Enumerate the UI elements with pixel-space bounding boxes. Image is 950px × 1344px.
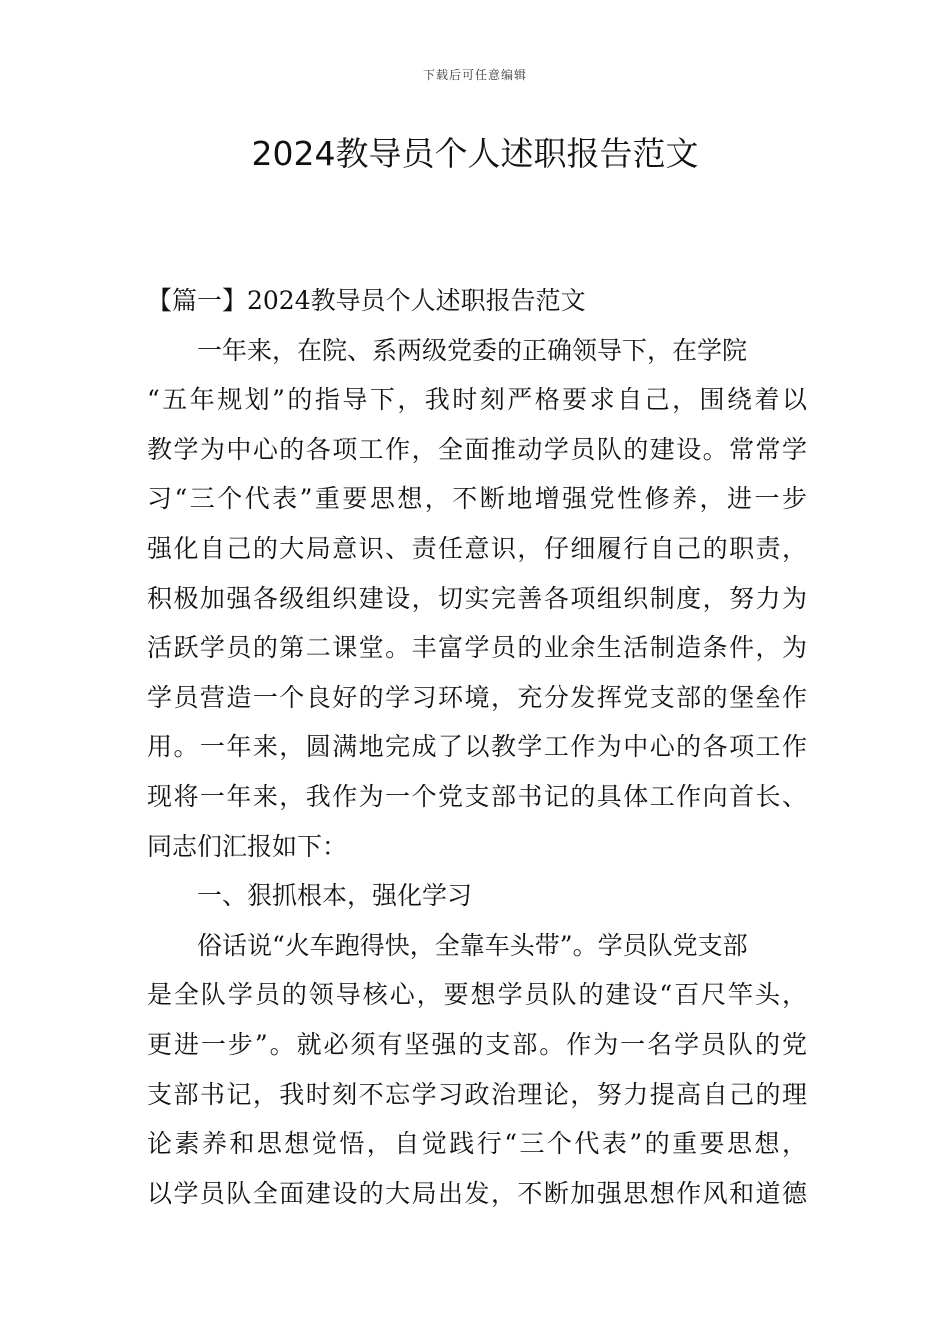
document-title: 2024教导员个人述职报告范文 — [251, 134, 699, 173]
document-body — [147, 276, 807, 1218]
section-heading: 【篇一】2024教导员个人述职报告范文 — [147, 286, 586, 315]
paragraph-line: 教学为中心的各项工作，全面推动学员队的建设。常常学 — [147, 434, 807, 464]
paragraph-line: 更进一步”。就必须有坚强的支部。作为一名学员队的党 — [147, 1029, 807, 1059]
header-note: 下载后可任意编辑 — [422, 68, 527, 82]
paragraph-line: 俗话说“火车跑得快，全靠车头带”。学员队党支部 — [197, 930, 748, 960]
subsection-heading: 一、狠抓根本，强化学习 — [197, 881, 473, 911]
paragraph-line: 积极加强各级组织建设，切实完善各项组织制度，努力为 — [147, 583, 807, 613]
paragraph-line: 强化自己的大局意识、责任意识，仔细履行自己的职责， — [147, 533, 807, 563]
paragraph-line: 习“三个代表”重要思想，不断地增强党性修养，进一步 — [147, 484, 807, 514]
paragraph-line: 用。一年来，圆满地完成了以教学工作为中心的各项工作 — [147, 732, 807, 762]
paragraph-line: 活跃学员的第二课堂。丰富学员的业余生活制造条件，为 — [147, 633, 807, 663]
paragraph-line: 同志们汇报如下： — [147, 831, 348, 861]
paragraph-line: 一年来，在院、系两级党委的正确领导下，在学院 — [197, 335, 748, 365]
paragraph-line: 现将一年来，我作为一个党支部书记的具体工作向首长、 — [147, 781, 807, 811]
paragraph-line: 是全队学员的领导核心，要想学员队的建设“百尺竿头， — [147, 980, 807, 1010]
paragraph-line: “五年规划”的指导下，我时刻严格要求自己，围绕着以 — [147, 385, 807, 415]
paragraph-line: 论素养和思想觉悟，自觉践行“三个代表”的重要思想， — [147, 1129, 807, 1159]
paragraph-line: 支部书记，我时刻不忘学习政治理论，努力提高自己的理 — [147, 1079, 807, 1109]
paragraph-line: 学员营造一个良好的学习环境，充分发挥党支部的堡垒作 — [147, 682, 807, 712]
paragraph-line: 以学员队全面建设的大局出发，不断加强思想作风和道德 — [147, 1178, 807, 1208]
